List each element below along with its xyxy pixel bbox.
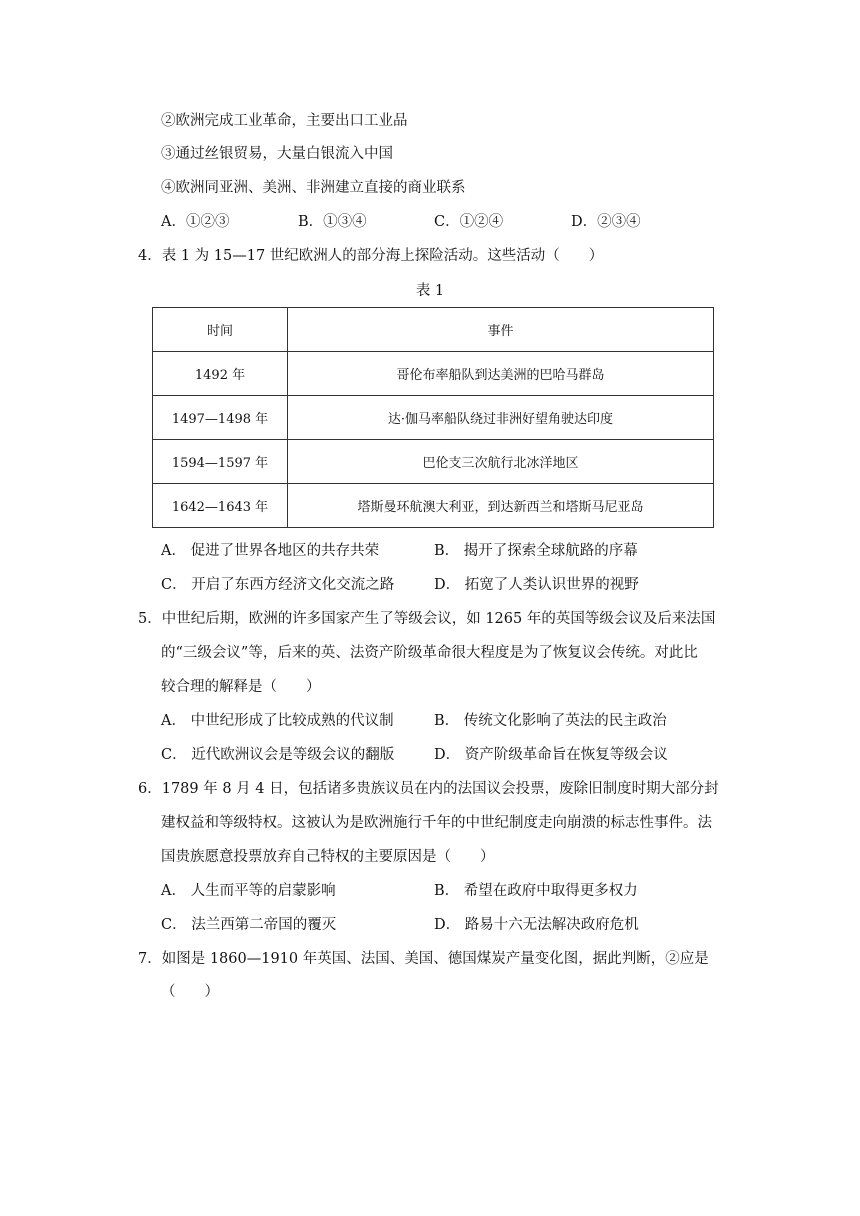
- q3-item-2: ②欧洲完成工业革命，主要出口工业品: [161, 113, 408, 129]
- header-event: 事件: [288, 308, 714, 352]
- row-event: 达·伽马率船队绕过非洲好望角驶达印度: [288, 396, 714, 440]
- table-row: [153, 352, 714, 396]
- q4-option-c: C． 开启了东西方经济文化交流之路: [161, 577, 395, 593]
- q3-option-a: A．①②③: [161, 214, 230, 230]
- row-time: 1642—1643 年: [153, 484, 288, 528]
- q6-option-b: B． 希望在政府中取得更多权力: [434, 883, 638, 899]
- q5-option-d: D． 资产阶级革命旨在恢复等级会议: [434, 747, 668, 763]
- q7-stem-line-1: 7．如图是 1860—1910 年英国、法国、美国、德国煤炭产量变化图，据此判断，②应是: [138, 951, 709, 967]
- q7-stem-line-2: （ ）: [161, 984, 219, 1000]
- row-time: 1497—1498 年: [153, 396, 288, 440]
- q5-option-b: B． 传统文化影响了英法的民主政治: [434, 713, 667, 729]
- q4-stem: 4．表 1 为 15—17 世纪欧洲人的部分海上探险活动。这些活动（ ）: [138, 248, 604, 264]
- q5-stem-line-1: 5．中世纪后期，欧洲的许多国家产生了等级会议，如 1265 年的英国等级会议及后来法国: [138, 611, 716, 627]
- q3-item-4: ④欧洲同亚洲、美洲、非洲建立直接的商业联系: [161, 180, 466, 196]
- q5-stem-line-3: 较合理的解释是（ ）: [161, 679, 321, 695]
- q5-option-a: A． 中世纪形成了比较成熟的代议制: [161, 713, 394, 729]
- q6-option-a: A． 人生而平等的启蒙影响: [161, 883, 336, 899]
- q4-option-a: A． 促进了世界各地区的共存共荣: [161, 543, 380, 559]
- q3-option-c: C．①②④: [434, 214, 504, 230]
- header-time: 时间: [153, 308, 288, 352]
- table-row: [153, 440, 714, 484]
- table-header-row: [153, 308, 714, 352]
- q3-item-3: ③通过丝银贸易，大量白银流入中国: [161, 146, 393, 162]
- q3-option-d: D．②③④: [571, 214, 641, 230]
- q5-option-c: C． 近代欧洲议会是等级会议的翻版: [161, 747, 395, 763]
- table-caption: 表 1: [415, 283, 445, 299]
- row-time: 1594—1597 年: [153, 440, 288, 484]
- row-event: 塔斯曼环航澳大利亚，到达新西兰和塔斯马尼亚岛: [288, 484, 714, 528]
- q3-option-b: B．①③④: [298, 214, 367, 230]
- q6-option-d: D． 路易十六无法解决政府危机: [434, 917, 639, 933]
- q6-option-c: C． 法兰西第二帝国的覆灭: [161, 917, 337, 933]
- row-time: 1492 年: [153, 352, 288, 396]
- table-row: [153, 396, 714, 440]
- q4-option-d: D． 拓宽了人类认识世界的视野: [434, 577, 639, 593]
- q6-stem-line-2: 建权益和等级特权。这被认为是欧洲施行千年的中世纪制度走向崩溃的标志性事件。法: [161, 815, 712, 831]
- q6-stem-line-3: 国贵族愿意投票放弃自己特权的主要原因是（ ）: [161, 849, 495, 865]
- row-event: 哥伦布率船队到达美洲的巴哈马群岛: [288, 352, 714, 396]
- exploration-table: [152, 307, 714, 528]
- row-event: 巴伦支三次航行北冰洋地区: [288, 440, 714, 484]
- table-row: [153, 484, 714, 528]
- q4-option-b: B． 揭开了探索全球航路的序幕: [434, 543, 638, 559]
- q5-stem-line-2: 的“三级会议”等，后来的英、法资产阶级革命很大程度是为了恢复议会传统。对此比: [161, 645, 698, 661]
- q6-stem-line-1: 6．1789 年 8 月 4 日，包括诸多贵族议员在内的法国议会投票，废除旧制度时期大部分封: [138, 781, 719, 797]
